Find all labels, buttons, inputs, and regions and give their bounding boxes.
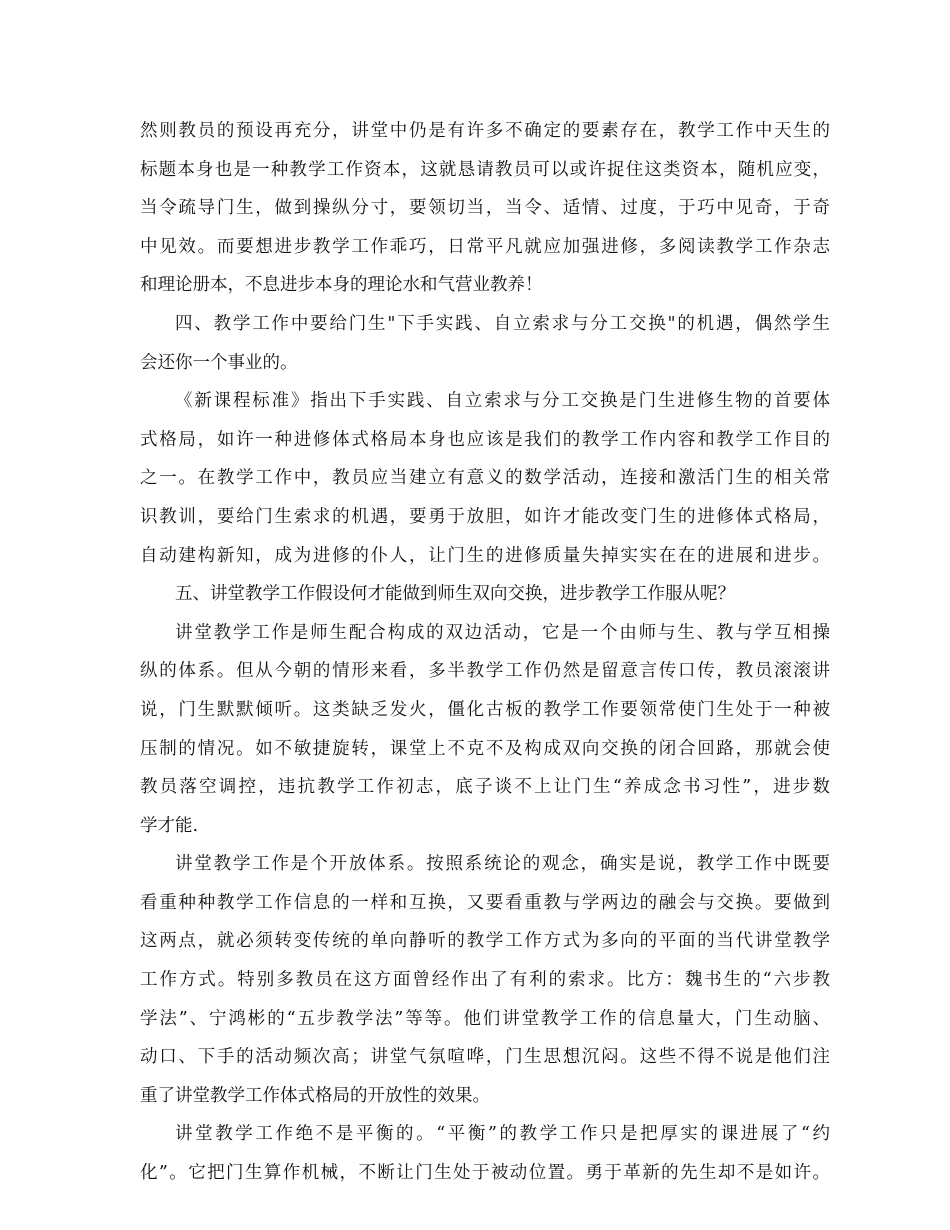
text-line: 学才能. [140, 815, 199, 836]
body-text [140, 112, 830, 1193]
section-heading-line: 会还你一个事业的。 [140, 352, 298, 373]
text-line: 这两点，就必须转变传统的单向静听的教学工作方式为多向的平面的当代讲堂教学 [140, 931, 830, 952]
text-line: 识教训，要给门生索求的机遇，要勇于放胆，如许才能改变门生的进修体式格局， [140, 506, 830, 527]
text-line: 压制的情况。如不敏捷旋转，课堂上不克不及构成双向交换的闭合回路，那就会使 [140, 738, 830, 759]
text-line: 式格局，如许一种进修体式格局本身也应该是我们的教学工作内容和教学工作目的 [140, 429, 830, 450]
text-line: 工作方式。特别多教员在这方面曾经作出了有利的索求。比方：魏书生的“六步教 [140, 970, 830, 991]
text-line: 看重种种教学工作信息的一样和互换，又要看重教与学两边的融会与交换。要做到 [140, 892, 830, 913]
text-line: 标题本身也是一种教学工作资本，这就恳请教员可以或许捉住这类资本，随机应变， [140, 159, 830, 180]
text-line: 《新课程标准》指出下手实践、自立索求与分工交换是门生进修生物的首要体 [175, 391, 830, 412]
text-line: 中见效。而要想进步教学工作乖巧，日常平凡就应加强进修，多阅读教学工作杂志 [140, 236, 830, 257]
text-line: 讲堂教学工作是个开放体系。按照系统论的观念，确实是说，教学工作中既要 [175, 854, 830, 875]
text-line: 之一。在教学工作中，教员应当建立有意义的数学活动，连接和激活门生的相关常 [140, 468, 830, 489]
text-line: 自动建构新知，成为进修的仆人，让门生的进修质量失掉实实在在的进展和进步。 [140, 545, 830, 566]
text-line: 说，门生默默倾听。这类缺乏发火，僵化古板的教学工作要领常使门生处于一种被 [140, 699, 830, 720]
text-line: 讲堂教学工作是师生配合构成的双边活动，它是一个由师与生、教与学互相操 [175, 622, 830, 643]
section-heading-line: 五、讲堂教学工作假设何才能做到师生双向交换，进步教学工作服从呢？ [175, 584, 735, 605]
text-line: 然则教员的预设再充分，讲堂中仍是有许多不确定的要素存在，教学工作中天生的 [140, 121, 830, 141]
text-line: 纵的体系。但从今朝的情形来看，多半教学工作仍然是留意言传口传，教员滚滚讲 [140, 661, 830, 682]
text-line: 教员落空调控，违抗教学工作初志，底子谈不上让门生“养成念书习性”，进步数 [140, 777, 830, 798]
text-line: 讲堂教学工作绝不是平衡的。“平衡”的教学工作只是把厚实的课进展了“约 [175, 1124, 830, 1145]
text-line: 当令疏导门生，做到操纵分寸，要领切当，当令、适情、过度，于巧中见奇，于奇 [140, 198, 830, 219]
text-line: 和理论册本，不息进步本身的理论水和气营业教养！ [140, 275, 543, 296]
text-line: 动口、下手的活动频次高；讲堂气氛喧哗，门生思想沉闷。这些不得不说是他们注 [140, 1047, 830, 1068]
text-line: 重了讲堂教学工作体式格局的开放性的效果。 [140, 1085, 490, 1106]
text-line: 化”。它把门生算作机械，不断让门生处于被动位置。勇于革新的先生却不是如许。 [140, 1163, 830, 1184]
text-line: 学法”、宁鸿彬的“五步教学法”等等。他们讲堂教学工作的信息量大，门生动脑、 [140, 1008, 830, 1029]
section-heading-line: 四、教学工作中要给门生"下手实践、自立索求与分工交换"的机遇，偶然学生 [175, 313, 830, 334]
